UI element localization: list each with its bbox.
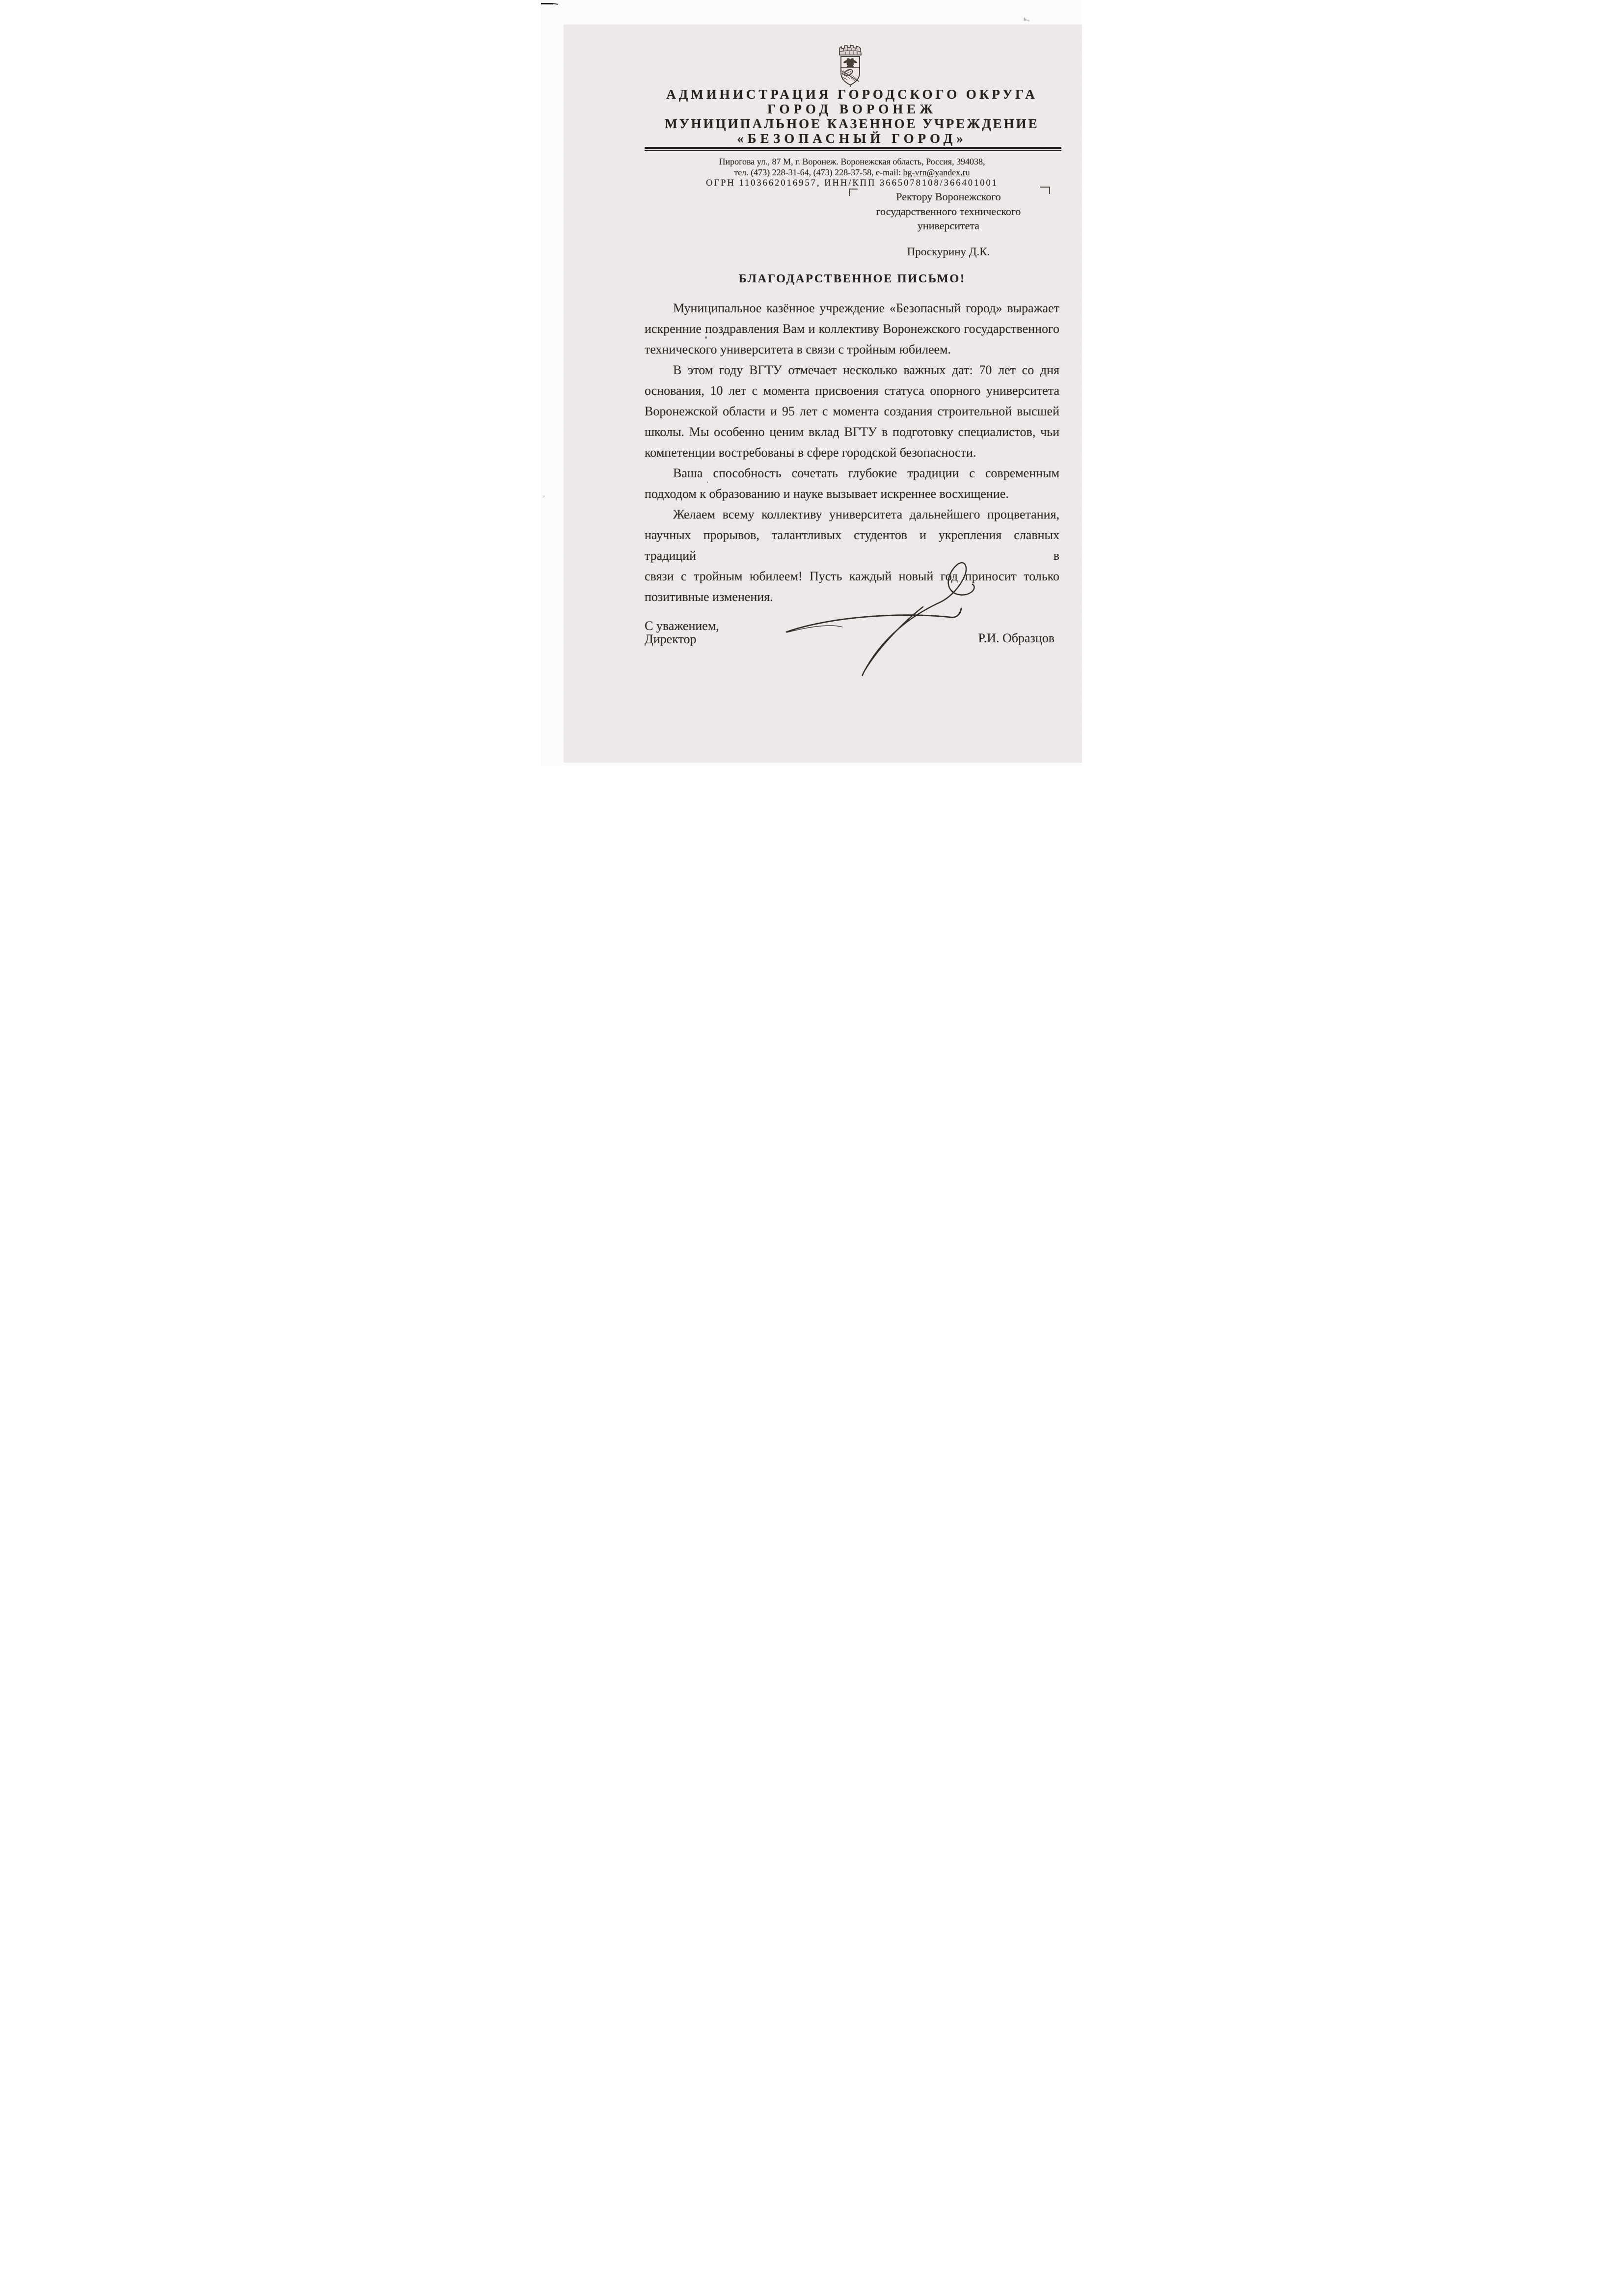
body-line: В этом году ВГТУ отмечает несколько важных дат: 70 лет со дня	[673, 363, 1059, 377]
email-link[interactable]: bg-vrn@yandex.ru	[903, 167, 970, 177]
scan-smudge: ь.,	[1024, 15, 1030, 22]
body-line: Муниципальное казённое учреждение «Безопасный город» выражает	[673, 301, 1059, 315]
body-line: Ваша способность сочетать глубокие традиции с современным	[673, 466, 1059, 480]
org-line: «БЕЗОПАСНЫЙ ГОРОД»	[737, 131, 967, 146]
signer-position: Директор	[645, 632, 697, 646]
letter-title: БЛАГОДАРСТВЕННОЕ ПИСЬМО!	[738, 272, 966, 285]
body-line: Воронежской области и 95 лет с момента создания строительной высшей	[645, 404, 1059, 418]
body-line: технического университета в связи с тройным юбилеем.	[645, 342, 951, 356]
contact-line: тел. (473) 228-31-64, (473) 228-37-58, e-mail: bg-vrn@yandex.ru	[734, 167, 970, 177]
recipient-name: Проскурину Д.К.	[907, 246, 990, 258]
org-line: МУНИЦИПАЛЬНОЕ КАЗЕННОЕ УЧРЕЖДЕНИЕ	[665, 116, 1039, 131]
recipient-line: государственного технического	[876, 205, 1021, 218]
org-line: АДМИНИСТРАЦИЯ ГОРОДСКОГО ОКРУГА	[666, 87, 1038, 102]
registration-line: ОГРН 1103662016957, ИНН/КПП 3665078108/366401001	[706, 178, 998, 188]
letterhead-contacts	[645, 156, 1059, 189]
body-line: Желаем всему коллективу университета дальнейшего процветания,	[673, 507, 1059, 521]
coat-of-arms-icon	[838, 44, 863, 87]
signer-name: Р.И. Образцов	[978, 631, 1055, 645]
address-field-corner-left	[849, 189, 858, 196]
body-line: научных прорывов, талантливых студентов и укрепления славных традиций в	[645, 528, 1059, 563]
letterhead-divider-rule	[645, 147, 1061, 151]
scan-artifact-line	[541, 3, 553, 4]
address-line: Пирогова ул., 87 М, г. Воронеж. Воронежская область, Россия, 394038,	[719, 157, 985, 166]
handwritten-signature	[772, 549, 993, 683]
recipient-line: Ректору Воронежского	[896, 191, 1001, 203]
address-field-corner-right	[1040, 187, 1050, 194]
recipient-line: университета	[917, 219, 980, 232]
body-line: подходом к образованию и науке вызывает искреннее восхищение.	[645, 487, 1009, 501]
body-line: искренние поздравления Вам и коллективу Воронежского государственного	[645, 322, 1059, 336]
scan-tick-mark-2: ’	[706, 480, 710, 488]
body-line: связи с тройным юбилеем! Пусть каждый новый год приносит только	[645, 569, 1059, 583]
body-line: основания, 10 лет с момента присвоения статуса опорного университета	[645, 383, 1059, 398]
scan-artifact-line-tail	[553, 3, 558, 5]
body-line: компетенции востребованы в сфере городской безопасности.	[645, 445, 976, 460]
letterhead-org-name	[645, 87, 1059, 146]
closing-salutation: С уважением,	[645, 619, 719, 633]
body-line: позитивные изменения.	[645, 590, 773, 604]
scanned-letter-page	[541, 0, 1082, 765]
org-line: ГОРОД ВОРОНЕЖ	[767, 102, 937, 116]
recipient-block	[863, 190, 1034, 233]
body-line: школы. Мы особенно ценим вклад ВГТУ в подготовку специалистов, чьи	[645, 425, 1059, 439]
scan-tick-mark: ’	[543, 494, 545, 501]
